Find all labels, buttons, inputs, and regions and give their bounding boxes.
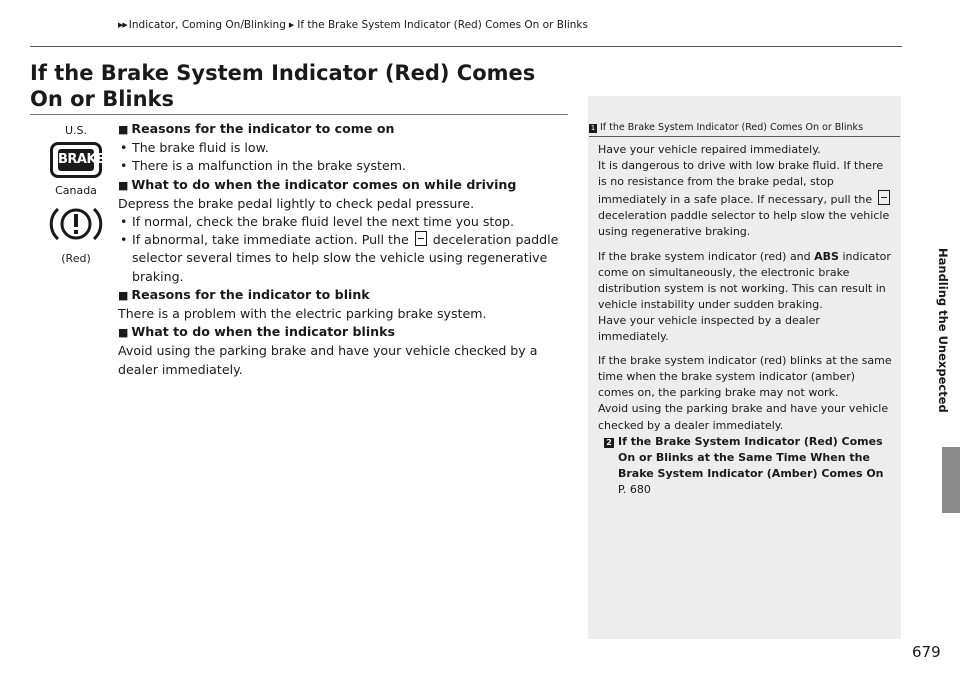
- section-square-icon: ■: [118, 326, 129, 340]
- note-number-icon: 1: [590, 124, 596, 132]
- section-heading-reasons-on: ■ Reasons for the indicator to come on: [118, 121, 395, 136]
- canada-caption: Canada: [55, 184, 97, 197]
- exclamation-brake-indicator-icon: [48, 202, 104, 246]
- sidebar-text: Have your vehicle repaired immediately.: [598, 143, 821, 156]
- section-heading-what-to-do-on: ■ What to do when the indicator comes on while driving: [118, 176, 517, 192]
- section-square-icon: ■: [118, 123, 129, 136]
- brake-icon-text: BRAKE: [58, 149, 94, 171]
- bullet-icon: •: [120, 158, 128, 174]
- chapter-tab-label: Handling the Unexpected: [936, 247, 950, 413]
- cross-reference-page[interactable]: P. 680: [618, 482, 651, 496]
- breadcrumb-marker-icon: ▶▶: [118, 21, 127, 29]
- breadcrumb-current: If the Brake System Indicator (Red) Comes On or Blinks: [297, 19, 588, 31]
- red-caption: (Red): [61, 252, 91, 265]
- page-title: If the Brake System Indicator (Red) Comes On or Blinks: [30, 61, 536, 111]
- sidebar-text: It is dangerous to drive with low brake fluid. If there is no resistance from the brake pedal, stop immediately in a safe place. If necessary, pull the deceleration paddle selector to help slow the vehicle using regenerative braking.: [598, 159, 890, 239]
- us-caption: U.S.: [64, 124, 88, 137]
- breadcrumb-link-indicator[interactable]: Indicator, Coming On/Blinking: [128, 19, 286, 31]
- deceleration-paddle-minus-icon: [415, 231, 427, 246]
- breadcrumb-separator-icon: ▶: [288, 21, 295, 29]
- brake-indicator-icon: [50, 142, 105, 178]
- sidebar-text: Have your vehicle inspected by a dealer immediately.: [598, 313, 820, 344]
- title-divider: [30, 114, 568, 115]
- list-item: • There is a malfunction in the brake system.: [118, 157, 568, 175]
- page-number: 679: [912, 643, 941, 661]
- list-item: • If abnormal, take immediate action. Pull the deceleration paddle selector several times to help slow the vehicle using regenerative braking.: [120, 232, 559, 284]
- body-text: Avoid using the parking brake and have your vehicle checked by a dealer immediately.: [118, 343, 538, 377]
- deceleration-paddle-minus-icon: [878, 190, 890, 205]
- cross-reference-arrow-icon: 2: [604, 438, 614, 448]
- section-heading-reasons-blink: ■ Reasons for the indicator to blink: [118, 286, 370, 302]
- sidebar-text: If the brake system indicator (red) and ABS indicator come on simultaneously, the electronic brake distribution system is not working. This can result in vehicle instability under sudden braking.: [598, 249, 891, 311]
- list-item: • If normal, check the brake fluid level the next time you stop.: [118, 213, 568, 231]
- body-text: There is a problem with the electric parking brake system.: [118, 306, 487, 322]
- body-text: Depress the brake pedal lightly to check pedal pressure.: [118, 195, 475, 211]
- header-divider: [30, 46, 902, 47]
- cross-reference-link[interactable]: 2 If the Brake System Indicator (Red) Comes On or Blinks at the Same Time When the Brake System Indicator (Amber) Comes On: [598, 434, 893, 482]
- sidebar-text: Avoid using the parking brake and have your vehicle checked by a dealer immediately.: [598, 402, 889, 432]
- breadcrumb: [118, 19, 588, 31]
- section-square-icon: ■: [118, 288, 129, 302]
- sidebar-text: If the brake system indicator (red) blinks at the same time when the brake system indicator (amber) comes on, the parking brake may not work.: [598, 354, 892, 400]
- main-content: [118, 120, 568, 379]
- chapter-tab-marker: [942, 447, 960, 513]
- bullet-icon: •: [120, 140, 128, 156]
- sidebar-body: [598, 142, 893, 498]
- section-square-icon: ■: [118, 178, 129, 192]
- section-heading-what-to-do-blink: ■ What to do when the indicator blinks: [118, 324, 396, 340]
- list-item: • The brake fluid is low.: [118, 139, 568, 157]
- indicator-icons: [44, 124, 108, 266]
- sidebar-heading: 1 If the Brake System Indicator (Red) Comes On or Blinks: [589, 121, 900, 137]
- bullet-icon: •: [120, 232, 128, 248]
- bullet-icon: •: [120, 214, 128, 230]
